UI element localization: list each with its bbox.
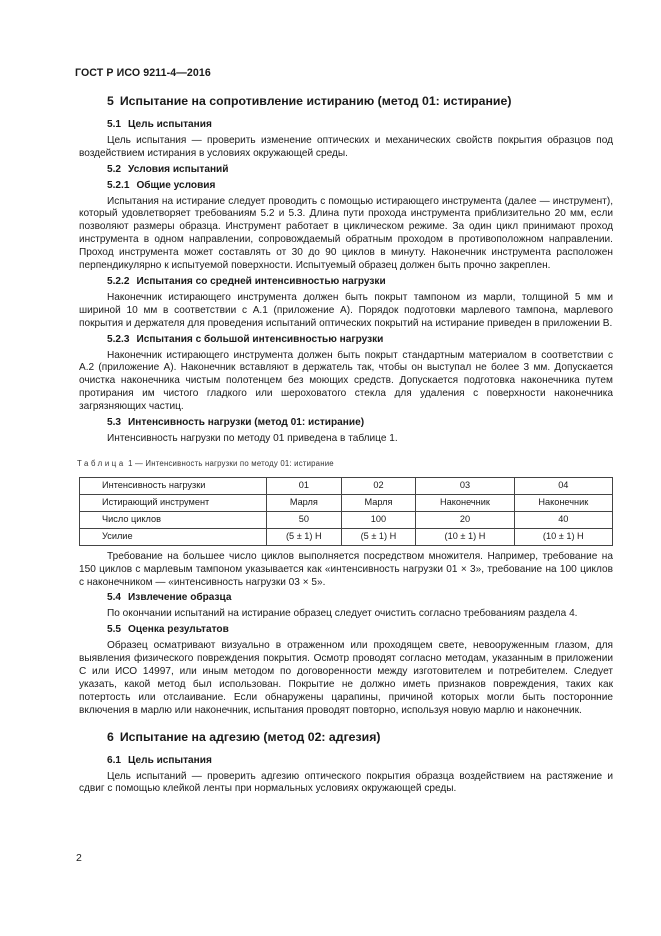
subsection-title: Извлечение образца — [128, 592, 232, 604]
subsection-title: Испытания с большой интенсивностью нагрузки — [136, 333, 384, 345]
paragraph-5-4: По окончании испытаний на истирание образец следует очистить согласно требованиям раздела 4. — [107, 608, 578, 620]
paragraph-5-2-1: Испытания на истирание следует проводить с помощью истирающего инструмента (далее — инструмент), который удовлетворяет требованиям 5.2 и 5.3. Длина пути прохода инструмента приблизительно 20 мм, если позволяют размеры образца. Инструмент работает в циклическом режиме. За один цикл принимают проход инструмента в одном направлении, сопровождаемый обратным проходом в противоположном направлении. Проход инструмента может составлять от 30 до 90 циклов в минуту. Наконечник инструмента расположен перпендикулярно к испытуемой поверхности. Испытуемый образец должен быть прочно закреплен. — [79, 195, 613, 272]
section-title: Испытание на адгезию (метод 02: адгезия) — [119, 729, 381, 744]
table-cell: Истирающий инструмент — [80, 494, 267, 511]
subsection-title: Цель испытания — [128, 119, 212, 130]
subsection-number: 5.4 — [107, 592, 122, 604]
subsection-number: 5.1 — [107, 119, 122, 130]
table-cell: Наконечник — [514, 494, 612, 511]
table-cell: Интенсивность нагрузки — [80, 477, 267, 494]
table-cell: 50 — [267, 511, 342, 528]
table-cell: 40 — [514, 511, 612, 528]
load-intensity-table — [79, 477, 613, 546]
table-cell: Наконечник — [416, 494, 514, 511]
section-number: 5 — [107, 94, 114, 108]
subsection-title: Интенсивность нагрузки (метод 01: истирание) — [128, 417, 365, 429]
table-cell: 04 — [514, 477, 612, 494]
table-cell: (10 ± 1) Н — [514, 528, 612, 545]
table-caption-word: Таблица — [77, 458, 126, 468]
table-cell: (5 ± 1) Н — [267, 528, 342, 545]
table-1-caption — [77, 458, 613, 471]
subsection-5-2-3-heading — [107, 334, 613, 347]
section-title: Испытание на сопротивление истиранию (метод 01: истирание) — [119, 94, 512, 108]
table-cell: (5 ± 1) Н — [341, 528, 416, 545]
table-row — [80, 511, 613, 528]
table-row — [80, 494, 613, 511]
subsection-number: 5.2.1 — [107, 179, 130, 191]
paragraph-5-3: Интенсивность нагрузки по методу 01 приведена в таблице 1. — [107, 432, 398, 444]
subsection-6-1-heading — [107, 755, 613, 768]
subsection-5-2-2-heading — [107, 276, 613, 289]
paragraph-5-2-2: Наконечник истирающего инструмента должен быть покрыт тампоном из марли, толщиной 5 мм и шириной 10 мм в соответствии с А.1 (приложение А). Порядок подготовки марлевого тампона, марлевого покрытия и держателя для проведения испытаний оптических покрытий на истирание приведен в приложении В. — [79, 291, 613, 329]
table-row — [80, 477, 613, 494]
subsection-5-2-1-heading — [107, 180, 613, 193]
subsection-title: Цель испытания — [128, 754, 212, 766]
section-number: 6 — [107, 729, 114, 744]
subsection-5-1-heading — [107, 119, 613, 132]
subsection-title: Испытания со средней интенсивностью нагрузки — [136, 275, 386, 287]
table-cell: 20 — [416, 511, 514, 528]
subsection-number: 5.3 — [107, 417, 122, 429]
subsection-5-2-heading — [107, 164, 613, 177]
document-header: ГОСТ Р ИСО 9211-4—2016 — [75, 67, 211, 79]
subsection-number: 5.2.2 — [107, 275, 130, 287]
table-cell: 100 — [341, 511, 416, 528]
section-5-heading — [79, 94, 613, 109]
table-cell: Усилие — [80, 528, 267, 545]
subsection-title: Условия испытаний — [128, 163, 229, 175]
table-cell: 02 — [341, 477, 416, 494]
section-6-heading — [79, 730, 613, 745]
subsection-number: 6.1 — [107, 754, 122, 766]
paragraph-after-table: Требование на большее число циклов выполняется посредством множителя. Например, требование на 150 циклов с марлевым тампоном указывается как «интенсивность нагрузки 01 × 3», требование на 100 циклов с наконечником — «интенсивность нагрузки 03 × 5». — [79, 550, 613, 588]
subsection-number: 5.2 — [107, 163, 122, 175]
table-row — [80, 528, 613, 545]
table-cell: Число циклов — [80, 511, 267, 528]
table-cell: 01 — [267, 477, 342, 494]
table-caption-text: 1 — Интенсивность нагрузки по методу 01: истирание — [128, 458, 334, 468]
table-cell: (10 ± 1) Н — [416, 528, 514, 545]
subsection-title: Общие условия — [136, 179, 216, 191]
paragraph-5-2-3: Наконечник истирающего инструмента должен быть покрыт стандартным материалом в соответствии с А.2 (приложение А). Наконечник вставляют в держатель так, чтобы он выступал не более 3 мм. Допускается очистка наконечника чистым полотенцем без моющих средств. Допускается подготовка наконечника путем протирания им чистого гладкого или шероховатого стекла для удаления с поверхности наконечника загрязняющих частиц. — [79, 349, 613, 413]
table-cell: Марля — [341, 494, 416, 511]
document-body — [79, 91, 613, 799]
subsection-5-4-heading — [107, 592, 613, 605]
subsection-number: 5.2.3 — [107, 333, 130, 345]
subsection-5-5-heading — [107, 624, 613, 637]
paragraph-5-5: Образец осматривают визуально в отраженном или проходящем свете, невооруженным глазом, для выявления физического повреждения покрытия. Осмотр проводят согласно методам, указанным в приложении С или ИСО 14997, или иным методом по договоренности между изготовителем и потребителем. Следует указать, какой метод был использован. Покрытие не должно иметь признаков повреждения, таких как потертость или отслаивание. Если обнаружены царапины, причиной которых могли быть посторонние включения в марлю или наконечник, испытания проводят повторно, используя новую марлю и наконечник. — [79, 640, 613, 716]
subsection-title: Оценка результатов — [128, 624, 229, 636]
paragraph-6-1: Цель испытаний — проверить адгезию оптического покрытия образца воздействием на растяжение и сдвиг с помощью клейкой ленты при нормальных условиях окружающей среды. — [79, 770, 613, 795]
paragraph-5-1: Цель испытания — проверить изменение оптических и механических свойств покрытия образцов под воздействием истирания в условиях окружающей среды. — [79, 134, 613, 159]
table-cell: Марля — [267, 494, 342, 511]
page-number: 2 — [76, 852, 82, 864]
subsection-5-3-heading — [107, 417, 613, 430]
subsection-number: 5.5 — [107, 624, 122, 636]
table-cell: 03 — [416, 477, 514, 494]
